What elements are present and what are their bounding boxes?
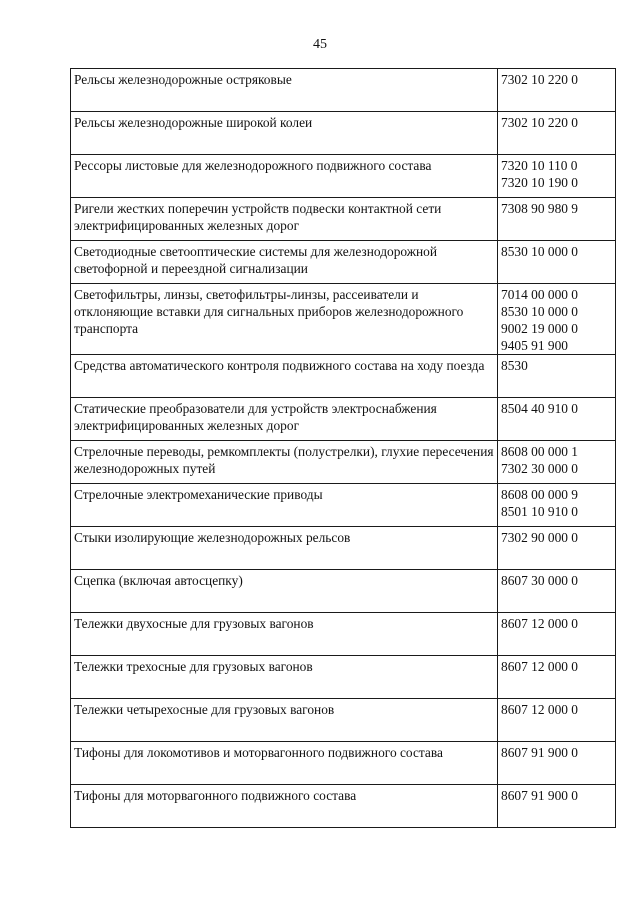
hs-code-cell: [498, 570, 616, 613]
hs-code-cell: [498, 785, 616, 828]
item-description: Рессоры листовые для железнодорожного подвижного состава: [71, 155, 498, 198]
table-row: [71, 155, 616, 198]
table-row: [71, 441, 616, 484]
table-row: [71, 69, 616, 112]
hs-code: 8607 12 000 0: [501, 702, 578, 717]
item-description: Светофильтры, линзы, светофильтры-линзы, рассеиватели и отклоняющие вставки для сигнальных приборов железнодорожного транспорта: [71, 284, 498, 355]
hs-code: 8607 12 000 0: [501, 616, 578, 631]
item-description: Стыки изолирующие железнодорожных рельсов: [71, 527, 498, 570]
hs-code: 8608 00 000 9: [501, 487, 578, 502]
table-row: [71, 613, 616, 656]
hs-code-cell: [498, 613, 616, 656]
table-row: [71, 570, 616, 613]
item-description: Рельсы железнодорожные широкой колеи: [71, 112, 498, 155]
goods-table: [70, 68, 616, 828]
hs-code: 8608 00 000 1: [501, 444, 578, 459]
hs-code-cell: [498, 284, 616, 355]
hs-code: 8607 30 000 0: [501, 573, 578, 588]
hs-code-cell: [498, 241, 616, 284]
table-row: [71, 484, 616, 527]
item-description: Статические преобразователи для устройств электроснабжения электрифицированных железных дорог: [71, 398, 498, 441]
item-description: Светодиодные светооптические системы для железнодорожной светофорной и переездной сигнализации: [71, 241, 498, 284]
hs-code: 8504 40 910 0: [501, 401, 578, 416]
hs-code-cell: [498, 699, 616, 742]
hs-code-cell: [498, 69, 616, 112]
table-row: [71, 241, 616, 284]
item-description: Тифоны для локомотивов и моторвагонного подвижного состава: [71, 742, 498, 785]
hs-code: 7302 30 000 0: [501, 461, 578, 476]
table-row: [71, 284, 616, 355]
table-row: [71, 112, 616, 155]
table-row: [71, 398, 616, 441]
table-row: [71, 785, 616, 828]
hs-code-cell: [498, 441, 616, 484]
item-description: Тележки двухосные для грузовых вагонов: [71, 613, 498, 656]
goods-table-body: [71, 69, 616, 828]
hs-code: 8607 91 900 0: [501, 745, 578, 760]
item-description: Тележки четырехосные для грузовых вагонов: [71, 699, 498, 742]
hs-code: 7320 10 110 0: [501, 158, 578, 173]
page-number: 45: [313, 37, 327, 52]
hs-code: 8530: [501, 358, 528, 373]
hs-code-cell: [498, 198, 616, 241]
hs-code-cell: [498, 656, 616, 699]
item-description: Ригели жестких поперечин устройств подвески контактной сети электрифицированных железных дорог: [71, 198, 498, 241]
table-row: [71, 527, 616, 570]
item-description: Средства автоматического контроля подвижного состава на ходу поезда: [71, 355, 498, 398]
table-row: [71, 198, 616, 241]
item-description: Стрелочные электромеханические приводы: [71, 484, 498, 527]
hs-code: 7302 10 220 0: [501, 72, 578, 87]
hs-code-cell: [498, 355, 616, 398]
table-row: [71, 355, 616, 398]
item-description: Стрелочные переводы, ремкомплекты (полустрелки), глухие пересечения железнодорожных путей: [71, 441, 498, 484]
hs-code: 8607 12 000 0: [501, 659, 578, 674]
hs-code-cell: [498, 155, 616, 198]
hs-code: 9002 19 000 0: [501, 321, 578, 336]
item-description: Тифоны для моторвагонного подвижного состава: [71, 785, 498, 828]
item-description: Рельсы железнодорожные остряковые: [71, 69, 498, 112]
hs-code-cell: [498, 527, 616, 570]
hs-code: 7320 10 190 0: [501, 175, 578, 190]
hs-code: 8607 91 900 0: [501, 788, 578, 803]
hs-code: 7308 90 980 9: [501, 201, 578, 216]
hs-code: 8530 10 000 0: [501, 304, 578, 319]
table-row: [71, 742, 616, 785]
hs-code-cell: [498, 112, 616, 155]
hs-code: 9405 91 900: [501, 338, 568, 353]
hs-code-cell: [498, 742, 616, 785]
hs-code: 7302 10 220 0: [501, 115, 578, 130]
hs-code-cell: [498, 398, 616, 441]
item-description: Тележки трехосные для грузовых вагонов: [71, 656, 498, 699]
hs-code: 8501 10 910 0: [501, 504, 578, 519]
hs-code: 7014 00 000 0: [501, 287, 578, 302]
hs-code-cell: [498, 484, 616, 527]
hs-code: 7302 90 000 0: [501, 530, 578, 545]
table-row: [71, 699, 616, 742]
hs-code: 8530 10 000 0: [501, 244, 578, 259]
table-row: [71, 656, 616, 699]
item-description: Сцепка (включая автосцепку): [71, 570, 498, 613]
